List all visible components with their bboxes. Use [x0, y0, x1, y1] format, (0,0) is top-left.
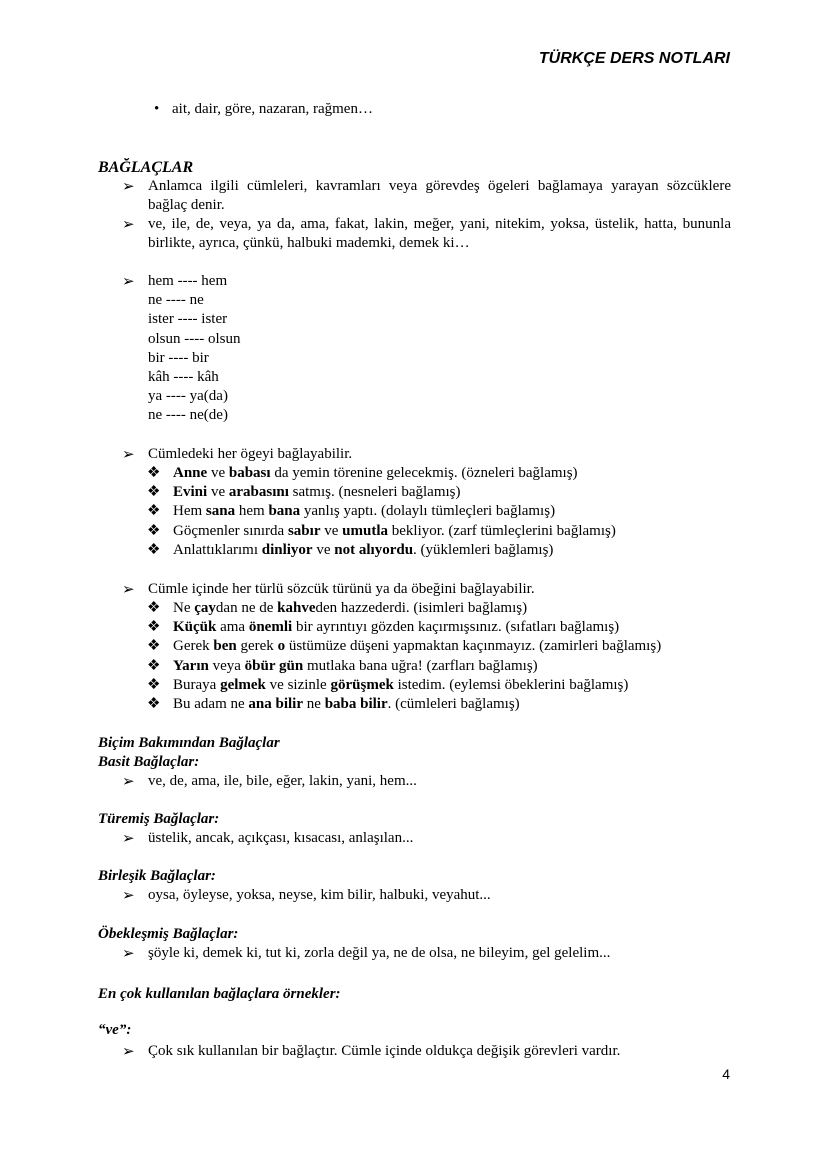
turemis-heading: Türemiş Bağlaçlar:: [98, 811, 220, 827]
example-text: üstümüze düşeni yapmaktan kaçınmayız. (zamirleri bağlamış): [285, 638, 662, 655]
example-item: [147, 618, 661, 637]
bicim-heading: Biçim Bakımından Bağlaçlar: [98, 735, 280, 751]
bold-keyword: önemli: [248, 619, 293, 636]
turemis-item: [122, 829, 731, 848]
arrow-bullet-icon: ➢: [122, 888, 135, 904]
bold-keyword: bana: [268, 503, 301, 520]
basit-items-text: ve, de, ama, ile, bile, eğer, lakin, yani, hem...: [148, 773, 417, 789]
obeklesmis-heading: Öbekleşmiş Bağlaçlar:: [98, 926, 239, 942]
bold-keyword: ana bilir: [248, 696, 304, 713]
example-text: ne: [303, 696, 325, 713]
example-text: ve: [207, 465, 229, 481]
arrow-bullet-icon: ➢: [122, 179, 135, 195]
definition-item: [122, 177, 731, 215]
header-title: TÜRKÇE DERS NOTLARI: [538, 50, 730, 67]
bold-keyword: umutla: [342, 522, 388, 539]
diamond-bullet-icon: ❖: [147, 600, 161, 616]
section-sozcuk-examples: [147, 599, 661, 714]
bold-keyword: Küçük: [173, 619, 217, 636]
bold-keyword: sabır: [287, 522, 321, 539]
bold-keyword: dinliyor: [261, 541, 313, 558]
examples-heading: En çok kullanılan bağlaçlara örnekler:: [98, 986, 341, 1002]
section-sozcuk-intro-text: Cümle içinde her türlü sözcük türünü ya da öbeğini bağlayabilir.: [148, 581, 535, 597]
arrow-bullet-icon: ➢: [122, 582, 135, 598]
paired-conjunction: ya ---- ya(da): [148, 388, 228, 405]
page-number: 4: [722, 1066, 730, 1082]
example-text: Bu adam ne: [173, 696, 249, 713]
example-text: . (yüklemleri bağlamış): [413, 541, 554, 558]
conjunction-list-item: [122, 215, 731, 253]
paired-conjunctions: [122, 272, 731, 426]
section-oge-examples: [147, 464, 616, 560]
example-item: [147, 541, 616, 560]
turemis-items-text: üstelik, ancak, açıkçası, kısacası, anlaşılan...: [148, 830, 414, 846]
section-oge-intro-text: Cümledeki her ögeyi bağlayabilir.: [148, 446, 353, 462]
paired-conjunction: ne ---- ne(de): [148, 407, 228, 424]
arrow-bullet-icon: ➢: [122, 217, 135, 233]
diamond-bullet-icon: ❖: [147, 676, 161, 693]
bold-keyword: baba bilir: [324, 696, 388, 713]
diamond-bullet-icon: ❖: [147, 638, 161, 655]
example-item: [147, 657, 661, 676]
birlesik-items-text: oysa, öyleyse, yoksa, neyse, kim bilir, halbuki, veyahut...: [148, 887, 491, 903]
example-text: dan ne de: [215, 600, 278, 616]
example-item: [147, 464, 616, 483]
paired-conjunction: hem ---- hem: [148, 273, 228, 289]
obeklesmis-item: [122, 944, 731, 963]
bold-keyword: not alıyordu: [334, 541, 414, 558]
ve-item-text: Çok sık kullanılan bir bağlaçtır. Cümle içinde oldukça değişik görevleri vardır.: [148, 1043, 621, 1059]
bold-keyword: sana: [205, 503, 236, 520]
diamond-bullet-icon: ❖: [147, 541, 161, 558]
paired-conjunctions-list: [148, 272, 731, 426]
ve-item: [122, 1042, 731, 1061]
section-oge-intro: [122, 445, 731, 464]
bold-keyword: kahve: [277, 600, 316, 616]
example-text: da yemin törenine gelecekmiş. (özneleri bağlamış): [270, 465, 578, 481]
example-text: bir ayrıntıyı gözden kaçırmışsınız. (sıfatları bağlamış): [292, 619, 620, 636]
paired-conjunction: olsun ---- olsun: [148, 330, 241, 347]
bold-keyword: o: [277, 638, 286, 655]
paired-conjunction: kâh ---- kâh: [148, 369, 219, 386]
basit-heading: Basit Bağlaçlar:: [98, 754, 200, 770]
arrow-bullet-icon: ➢: [122, 946, 135, 962]
example-text: Anlattıklarımı: [173, 541, 262, 558]
example-text: Hem: [173, 503, 206, 520]
diamond-bullet-icon: ❖: [147, 465, 161, 481]
birlesik-heading: Birleşik Bağlaçlar:: [98, 868, 216, 884]
diamond-bullet-icon: ❖: [147, 484, 161, 501]
example-text: veya: [208, 657, 245, 674]
arrow-bullet-icon: ➢: [122, 274, 135, 290]
diamond-bullet-icon: ❖: [147, 657, 161, 674]
definition-text: Anlamca ilgili cümleleri, kavramları veya görevdeş ögeleri bağlamaya yarayan sözcüklere bağlaç denir.: [148, 178, 731, 213]
example-text: gerek: [236, 638, 278, 655]
example-text: yanlış yaptı. (dolaylı tümleçleri bağlamış): [300, 503, 556, 520]
section-sozcuk-intro: [122, 580, 731, 599]
conjunction-list-text: ve, ile, de, veya, ya da, ama, fakat, lakin, meğer, yani, nitekim, yoksa, üstelik, hatta, bununla birlikte, ayrıca, çünkü, halbuki mademki, demek ki…: [148, 216, 731, 251]
example-text: bekliyor. (zarf tümleçlerini bağlamış): [388, 522, 616, 539]
example-text: Gerek: [173, 638, 214, 655]
diamond-bullet-icon: ❖: [147, 503, 161, 520]
birlesik-item: [122, 886, 731, 905]
bold-keyword: çay: [194, 600, 216, 616]
paired-conjunction: ister ---- ister: [148, 311, 228, 328]
example-text: den hazzederdi. (isimleri bağlamış): [315, 600, 528, 616]
example-text: Ne: [173, 600, 195, 616]
bold-keyword: arabasını: [228, 484, 289, 501]
example-text: hem: [235, 503, 269, 520]
bold-keyword: görüşmek: [330, 676, 394, 693]
arrow-bullet-icon: ➢: [122, 831, 135, 847]
ve-heading: “ve”:: [98, 1022, 132, 1038]
bold-keyword: Anne: [173, 465, 208, 481]
example-item: [147, 522, 616, 541]
bold-keyword: babası: [228, 465, 271, 481]
bold-keyword: Yarın: [173, 657, 209, 674]
example-item: [147, 502, 616, 521]
example-text: ve: [207, 484, 229, 501]
bold-keyword: öbür gün: [244, 657, 304, 674]
arrow-bullet-icon: ➢: [122, 1044, 135, 1060]
example-text: ama: [216, 619, 249, 636]
example-item: [147, 695, 661, 714]
example-text: mutlaka bana uğra! (zarfları bağlamış): [303, 657, 538, 674]
example-text: Göçmenler sınırda: [173, 522, 288, 539]
arrow-bullet-icon: ➢: [122, 447, 135, 463]
example-text: ve: [320, 522, 343, 539]
diamond-bullet-icon: ❖: [147, 696, 161, 713]
paired-conjunction: ne ---- ne: [148, 292, 204, 309]
bold-keyword: gelmek: [220, 676, 266, 693]
example-item: [147, 676, 661, 695]
example-text: . (cümleleri bağlamış): [387, 696, 520, 713]
arrow-bullet-icon: ➢: [122, 774, 135, 790]
bold-keyword: Evini: [173, 484, 208, 501]
example-item: [147, 599, 661, 618]
paired-conjunction: bir ---- bir: [148, 349, 209, 366]
section-heading-baglaclar: BAĞLAÇLAR: [98, 159, 194, 176]
diamond-bullet-icon: ❖: [147, 619, 161, 636]
example-text: istedim. (eylemsi öbeklerini bağlamış): [393, 676, 629, 693]
example-text: Buraya: [173, 676, 221, 693]
intro-bullet: • ait, dair, göre, nazaran, rağmen…: [172, 100, 373, 119]
basit-item: [122, 772, 731, 791]
example-text: ve: [312, 541, 335, 558]
example-item: [147, 637, 661, 656]
obeklesmis-items-text: şöyle ki, demek ki, tut ki, zorla değil ya, ne de olsa, ne bileyim, gel gelelim...: [148, 945, 611, 961]
diamond-bullet-icon: ❖: [147, 522, 161, 539]
example-text: satmış. (nesneleri bağlamış): [288, 484, 461, 501]
example-text: ve sizinle: [265, 676, 331, 693]
bold-keyword: ben: [213, 638, 237, 655]
example-item: [147, 483, 616, 502]
